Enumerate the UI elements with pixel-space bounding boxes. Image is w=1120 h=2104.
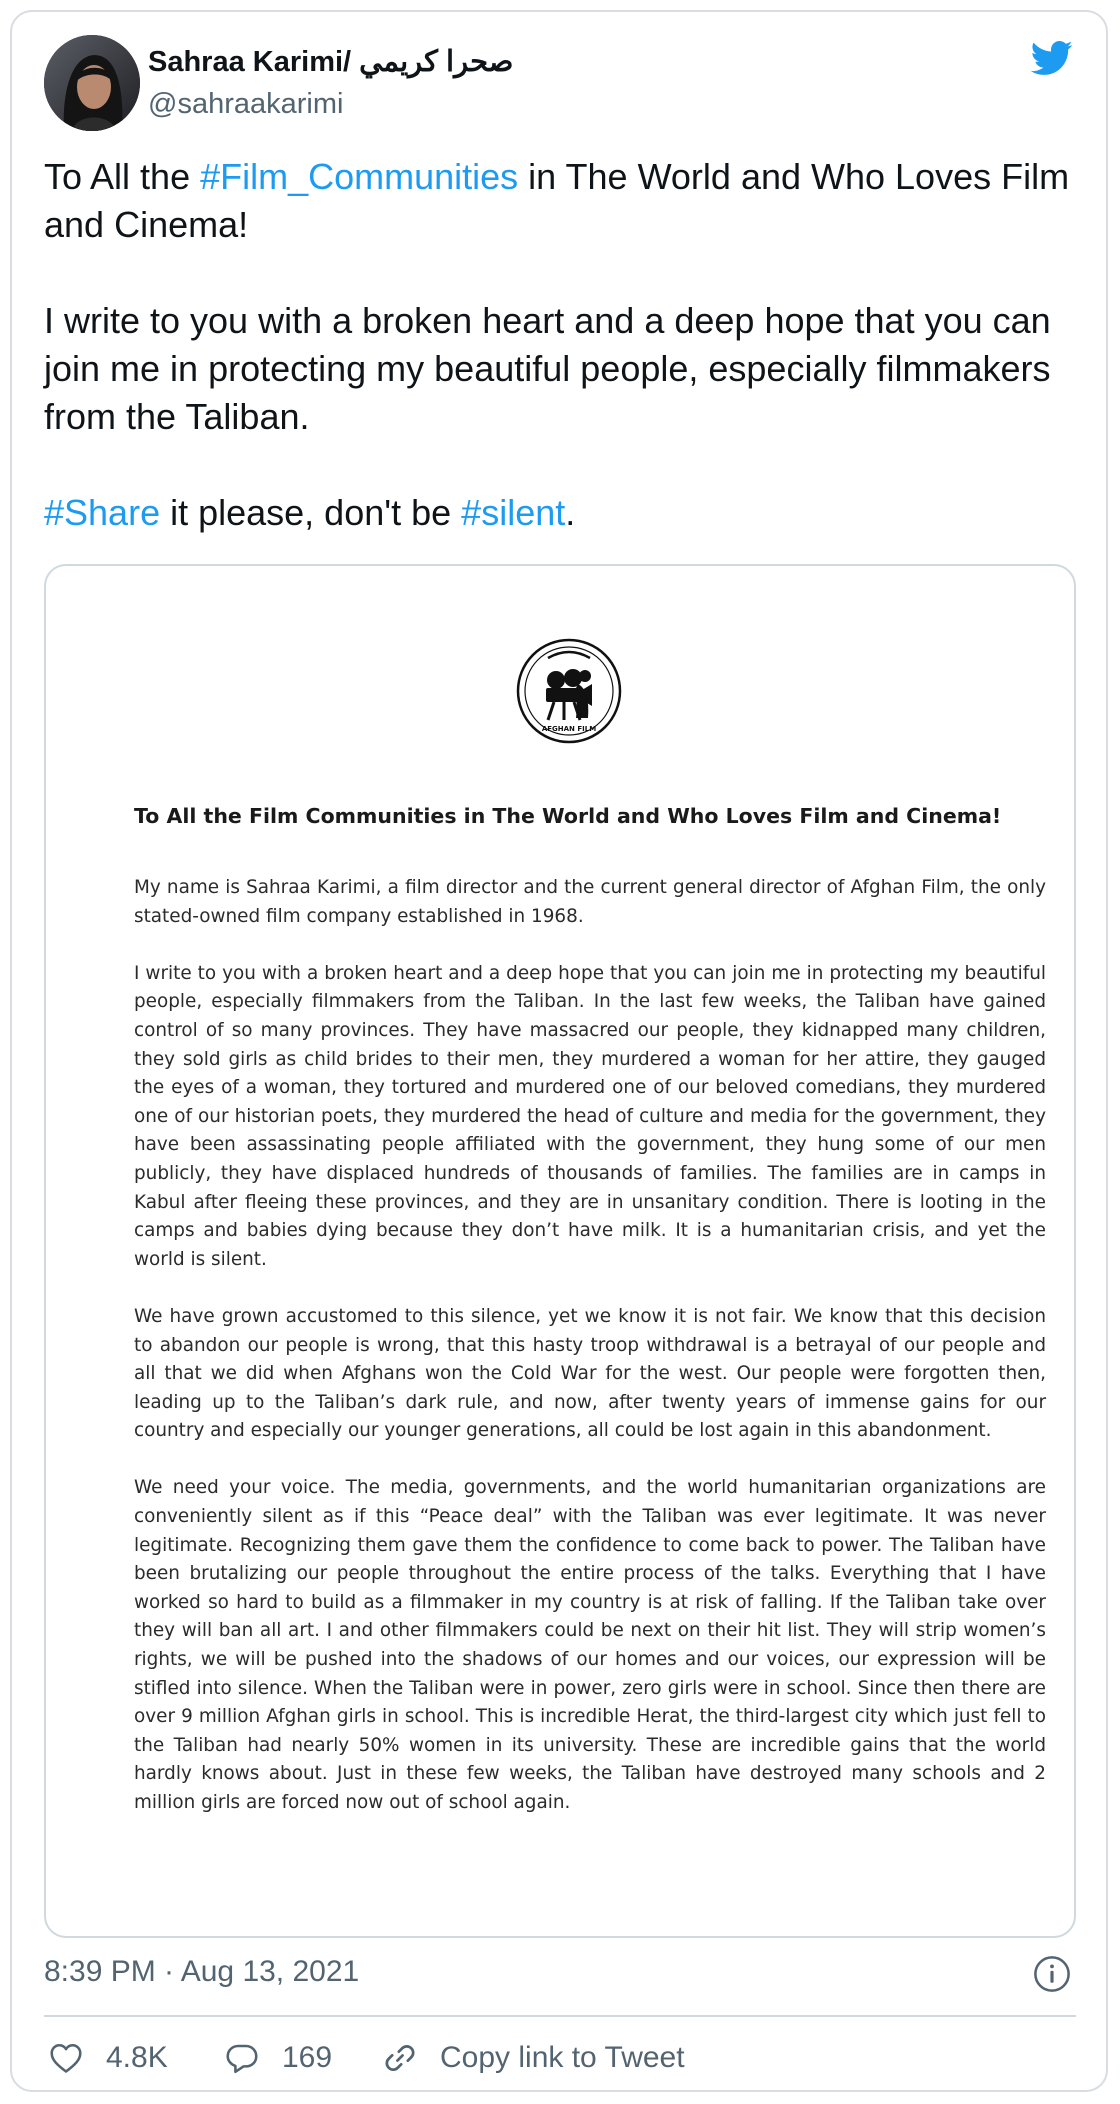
letter-paragraph-3: We have grown accustomed to this silence, yet we know it is not fair. We know that this decision to abandon our people is wrong, that this hasty troop withdrawal is a betrayal of our people and all that we did when Afghans won the Cold War for the west. Our people were forgotten then, leading up to the Taliban’s dark rule, and now, after twenty years of immense gains for our country and especially our younger generations, all could be lost again in this abandonment. <box>134 1305 1046 1442</box>
letter-paragraph-1: My name is Sahraa Karimi, a film director and the current general director of Afghan Film, the only stated-owned film company established in 1968. <box>134 877 1046 927</box>
tweet-paragraph-1 <box>44 153 1084 249</box>
avatar[interactable] <box>44 35 140 131</box>
author-display-name[interactable]: Sahraa Karimi/ صحرا كريمي <box>148 46 514 78</box>
hashtag-silent[interactable]: #silent <box>461 492 566 533</box>
link-chain-icon <box>382 2040 418 2076</box>
reply-count: 169 <box>282 2041 333 2074</box>
avatar-image <box>44 35 140 131</box>
like-count: 4.8K <box>106 2041 168 2074</box>
tweet-text-segment: . <box>565 492 576 533</box>
reply-button[interactable] <box>224 2038 332 2078</box>
copy-link-button[interactable] <box>382 2038 685 2078</box>
like-button[interactable] <box>48 2038 168 2078</box>
tweet-text-segment: To All the <box>44 156 201 197</box>
tweet-paragraph-2: I write to you with a broken heart and a deep hope that you can join me in protecting my beautiful people, especially filmmakers from the Taliban. <box>44 300 1051 437</box>
divider <box>44 2015 1076 2017</box>
letter-paragraph-2: I write to you with a broken heart and a deep hope that you can join me in protecting my beautiful people, especially filmmakers from the Taliban. In the last few weeks, the Taliban have gained control of so many provinces. They have massacred our people, they kidnapped many children, they sold girls as child brides to their men, they murdered a woman for her attire, they gauged the eyes of a woman, they tortured and murdered one of our beloved comedians, they murdered one of our historian poets, they murdered the head of culture and media for the government, they have been assassinating people affiliated with the government, they hung some of our men publicly, they have displaced hundreds of thousands of families. The families are in camps in Kabul after fleeing these provinces, and they are in unsanitary condition. There is looting in the camps and babies dying because they don’t have milk. It is a humanitarian crisis, and yet the world is silent. <box>134 962 1046 1270</box>
author-handle[interactable]: @sahraakarimi <box>148 88 344 120</box>
letter-body <box>134 874 1046 1846</box>
speech-bubble-icon <box>224 2040 260 2076</box>
afghan-film-logo <box>516 638 622 744</box>
twitter-bird-icon[interactable] <box>1026 36 1076 80</box>
attached-image[interactable] <box>44 564 1076 1938</box>
logo-wordmark: AFGHAN FILM <box>541 725 597 733</box>
tweet-text <box>44 153 1084 537</box>
heart-icon <box>48 2040 84 2076</box>
letter-paragraph-4: We need your voice. The media, governments, and the world humanitarian organizations are conveniently silent as if this “Peace deal” with the Taliban was ever legitimate. It was never legitimate. Recognizing them gave them the confidence to come back to power. The Taliban have been brutalizing our people throughout the entire process of the talks. Everything that I have worked so hard to build as a filmmaker in my country is at risk of falling. If the Taliban take over they will ban all art. I and other filmmakers could be next on their hit list. They will strip women’s rights, we will be pushed into the shadows of our homes and our voices, our expression will be stifled into silence. When the Taliban were in power, zero girls were in school. Since then there are over 9 million Afghan girls in school. This is incredible Herat, the third-largest city which just fell to the Taliban had nearly 50% women in its university. These are incredible gains that the world hardly knows about. Just in these few weeks, the Taliban have destroyed many schools and 2 million girls are forced now out of school again. <box>134 1477 1046 1813</box>
copy-link-label: Copy link to Tweet <box>440 2041 685 2074</box>
tweet-text-segment: it please, don't be <box>160 492 462 533</box>
hashtag-film-communities[interactable]: #Film_Communities <box>200 156 519 197</box>
info-circle-icon[interactable] <box>1033 1955 1071 1993</box>
tweet-paragraph-3 <box>44 489 1084 537</box>
tweet-timestamp[interactable]: 8:39 PM · Aug 13, 2021 <box>44 1955 360 1988</box>
hashtag-share[interactable]: #Share <box>44 492 161 533</box>
letter-title: To All the Film Communities in The World and Who Loves Film and Cinema! <box>134 804 1002 828</box>
tweet-text-segment: in The World and Who Loves Film and Cinema! <box>44 156 1070 245</box>
